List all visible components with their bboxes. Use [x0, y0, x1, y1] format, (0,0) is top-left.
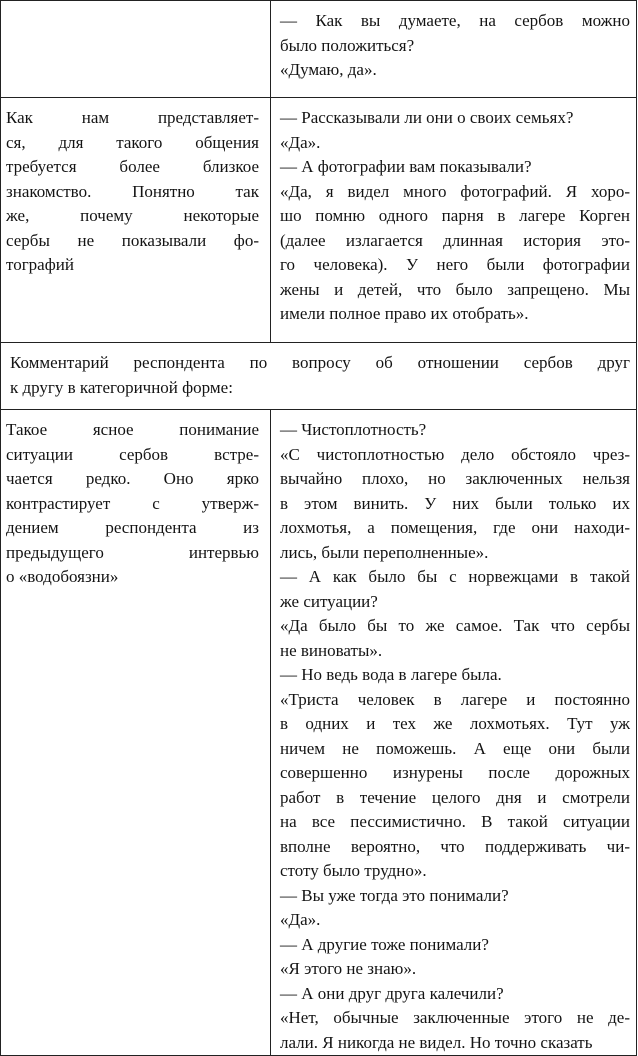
table-row: [1, 1, 637, 98]
interview-cell: [271, 410, 637, 1056]
text-line: шо помню одного парня в лагере Корген: [280, 206, 630, 225]
text-line: — Вы уже тогда это понимали?: [280, 885, 509, 905]
text-line: же ситуации?: [280, 591, 378, 611]
table-row: [1, 343, 637, 410]
text-line: (далее излагается длинная история это-: [280, 230, 630, 250]
text-line: вполне вероятно, что поддерживать чи-: [280, 836, 630, 856]
interview-cell: [271, 98, 637, 343]
text-line: — Чистоплотность?: [280, 420, 427, 439]
text-line: же, почему некоторые: [6, 206, 259, 225]
text-line: ситуации сербов встре-: [6, 444, 259, 464]
text-line: совершенно изнурены после дорожных: [280, 763, 630, 782]
text-line: «Триста человек в лагере и постоянно: [280, 689, 630, 709]
text-line: чается редко. Оно ярко: [6, 469, 259, 488]
text-line: — А другие тоже понимали?: [280, 934, 489, 954]
text-line: Такое ясное понимание: [6, 420, 259, 439]
text-line: дением респондента из: [6, 518, 259, 537]
text-line: «Думаю, да».: [280, 60, 377, 79]
text-line: лали. Я никогда не видел. Но точно сказать: [280, 1032, 593, 1052]
text-line: го человека). У него были фотографии: [280, 255, 630, 274]
text-line: Как нам представляет-: [6, 108, 259, 127]
text-line: сербы не показывали фо-: [6, 230, 259, 250]
text-line: в этом винить. У них были только их: [280, 493, 630, 513]
text-line: стоту было трудно».: [280, 861, 427, 880]
text-line: «Нет, обычные заключенные этого не де-: [280, 1008, 630, 1027]
interview-cell: [271, 1, 637, 98]
text-line: было положиться?: [280, 35, 415, 55]
text-line: — Но ведь вода в лагере была.: [280, 665, 502, 684]
table-row: [1, 410, 637, 1056]
text-line: на все пессимистично. В такой ситуации: [280, 812, 630, 831]
table-row: [1, 98, 637, 343]
text-line: о «водобоязни»: [6, 567, 119, 586]
text-line: лись, были переполненные».: [280, 542, 489, 562]
text-line: «Я этого не знаю».: [280, 959, 417, 978]
text-line: имели полное право их отобрать».: [280, 304, 529, 323]
text-line: работ в течение целого дня и смотрели: [280, 787, 630, 807]
text-line: — Рассказывали ли они о своих семьях?: [280, 108, 574, 127]
commentary-cell: [1, 98, 271, 343]
text-line: в одних и тех же лохмотьях. Тут уж: [280, 714, 630, 733]
commentary-cell: [1, 410, 271, 1056]
text-line: тографий: [6, 255, 74, 274]
text-line: требуется более близкое: [6, 157, 259, 176]
text-line: «Да, я видел много фотографий. Я хоро-: [280, 181, 630, 201]
respondent-comment-cell: [1, 343, 637, 410]
text-line: не виноваты».: [280, 640, 383, 660]
text-line: лохмотья, а помещения, где они находи-: [280, 518, 630, 537]
text-line: к другу в категоричной форме:: [10, 377, 233, 397]
text-line: знакомство. Понятно так: [6, 181, 259, 201]
text-line: ся, для такого общения: [6, 132, 259, 152]
commentary-cell: [1, 1, 271, 98]
text-line: — А фотографии вам показывали?: [280, 157, 532, 176]
text-line: вычайно плохо, но заключенных нельзя: [280, 469, 630, 488]
text-line: — А как было бы с норвежцами в такой: [280, 567, 630, 586]
text-line: Комментарий респондента по вопросу об отношении сербов друг: [10, 353, 630, 372]
text-line: — Как вы думаете, на сербов можно: [280, 11, 630, 30]
text-line: «Да».: [280, 132, 321, 152]
text-line: «Да было бы то же самое. Так что сербы: [280, 616, 630, 635]
text-line: ничем не поможешь. А еще они были: [280, 738, 630, 758]
text-line: контрастирует с утверж-: [6, 493, 259, 513]
text-line: «С чистоплотностью дело обстояло чрез-: [280, 444, 630, 464]
text-line: предыдущего интервью: [6, 542, 259, 562]
text-line: «Да».: [280, 910, 321, 929]
text-line: жены и детей, что было запрещено. Мы: [280, 279, 630, 299]
text-line: — А они друг друга калечили?: [280, 983, 504, 1003]
